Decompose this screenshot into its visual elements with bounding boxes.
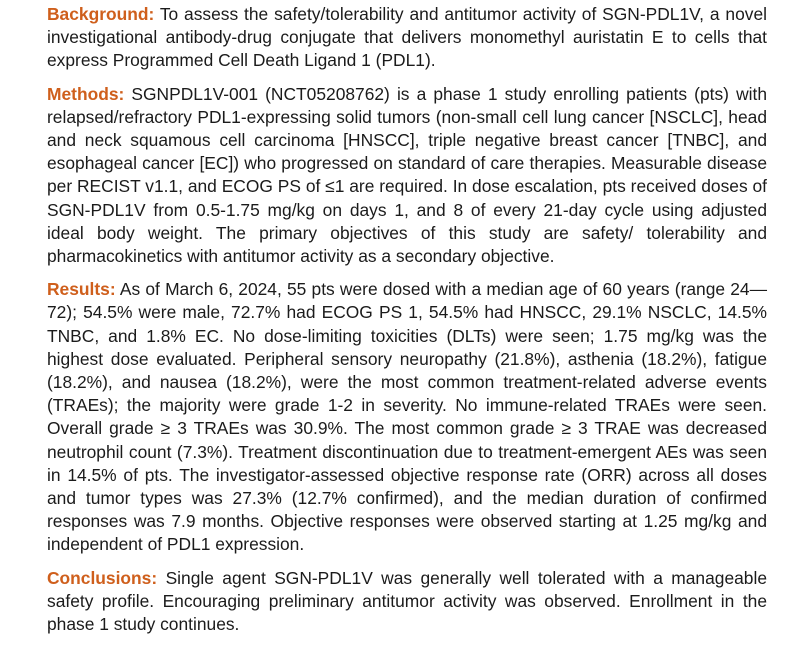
methods-section — [47, 83, 767, 269]
methods-text: SGNPDL1V-001 (NCT05208762) is a phase 1 study enrolling patients (pts) with relapsed/refractory PDL1-expressing solid tumors (non-small cell lung cancer [NSCLC], head and neck squamous cell carcinoma [HNSCC], triple negative breast cancer [TNBC], and esophageal cancer [EC]) who progressed on standard of care therapies. Measurable disease per RECIST v1.1, and ECOG PS of ≤1 are required. In dose escalation, pts received doses of SGN-PDL1V from 0.5-1.75 mg/kg on days 1, and 8 of every 21-day cycle using adjusted ideal body weight. The primary objectives of this study are safety/ tolerability and pharmacokinetics with antitumor activity as a secondary objective. — [47, 83, 767, 267]
results-text: As of March 6, 2024, 55 pts were dosed with a median age of 60 years (range 24—72); 54.5% were male, 72.7% had ECOG PS 1, 54.5% had HNSCC, 29.1% NSCLC, 14.5% TNBC, and 1.8% EC. No dose-limiting toxicities (DLTs) were seen; 1.75 mg/kg was the highest dose evaluated. Peripheral sensory neuropathy (21.8%), asthenia (18.2%), fatigue (18.2%), and nausea (18.2%), were the most common treatment-related adverse events (TRAEs); the majority were grade 1-2 in severity. No immune-related TRAEs were seen. Overall grade ≥ 3 TRAEs was 30.9%. The most common grade ≥ 3 TRAE was decreased neutrophil count (7.3%). Treatment discontinuation due to treatment-emergent AEs was seen in 14.5% of pts. The investigator-assessed objective response rate (ORR) across all doses and tumor types was 27.3% (12.7% confirmed), and the median duration of confirmed responses was 7.9 months. Objective responses were observed starting at 1.25 mg/kg and independent of PDL1 expression. — [47, 279, 767, 555]
conclusions-heading: Conclusions: — [47, 567, 158, 588]
background-heading: Background: — [47, 4, 155, 24]
abstract — [47, 3, 767, 646]
results-heading: Results: — [47, 279, 116, 300]
conclusions-section — [47, 567, 767, 637]
methods-heading: Methods: — [47, 83, 125, 104]
background-text: To assess the safety/tolerability and antitumor activity of SGN-PDL1V, a novel investigational antibody-drug conjugate that delivers monomethyl auristatin E to cells that express Programmed Cell Death Ligand 1 (PDL1). — [47, 4, 767, 71]
background-section — [47, 3, 767, 73]
conclusions-text: Single agent SGN-PDL1V was generally well tolerated with a manageable safety profile. Encouraging preliminary antitumor activity was observed. Enrollment in the phase 1 study continues. — [47, 567, 767, 635]
results-section — [47, 278, 767, 556]
